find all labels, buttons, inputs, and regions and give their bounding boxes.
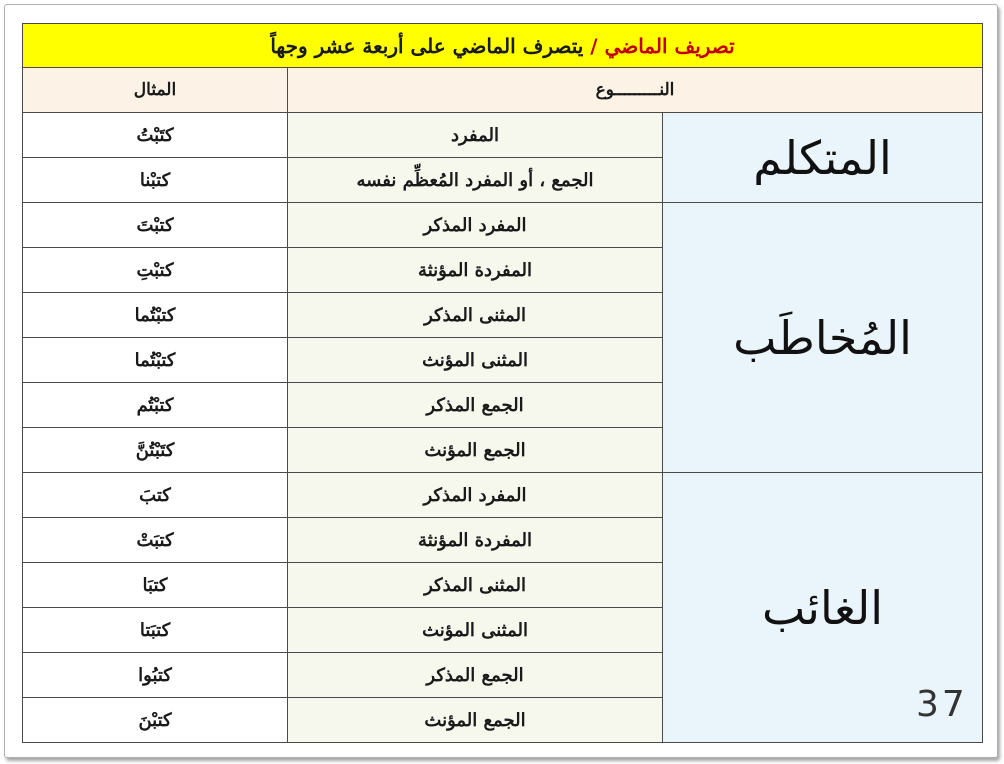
page-number: 37 (916, 684, 968, 725)
page-title (23, 24, 983, 68)
type-cell: المثنى المؤنث (288, 608, 663, 653)
example-cell: كتبْنا (23, 158, 288, 203)
example-cell: كتبْتَ (23, 203, 288, 248)
example-cell: كتبْتُما (23, 293, 288, 338)
example-cell: كتبَتْ (23, 518, 288, 563)
example-cell: كتبْتُما (23, 338, 288, 383)
type-cell: الجمع المذكر (288, 383, 663, 428)
type-cell: المفرد المذكر (288, 473, 663, 518)
example-cell: كتبْنَ (23, 698, 288, 743)
header-row (23, 68, 983, 113)
type-cell: المفردة المؤنثة (288, 518, 663, 563)
category-speaker: المتكلم (663, 113, 983, 203)
type-cell: المفرد (288, 113, 663, 158)
table-row (23, 473, 983, 518)
title-red-part: تصريف الماضي / (590, 33, 735, 58)
type-cell: الجمع ، أو المفرد المُعظِّم نفسه (288, 158, 663, 203)
example-cell: كتبُوا (23, 653, 288, 698)
type-cell: المفرد المذكر (288, 203, 663, 248)
title-black-part: يتصرف الماضي على أربعة عشر وجهاً (270, 33, 584, 58)
table-row (23, 113, 983, 158)
example-cell: كتَبْتُنَّ (23, 428, 288, 473)
type-cell: المفردة المؤنثة (288, 248, 663, 293)
category-addressee: المُخاطَب (663, 203, 983, 473)
title-row (23, 24, 983, 68)
example-cell: كتبْتِ (23, 248, 288, 293)
example-cell: كتبَا (23, 563, 288, 608)
type-cell: المثنى المؤنث (288, 338, 663, 383)
type-cell: المثنى المذكر (288, 293, 663, 338)
type-cell: الجمع المؤنث (288, 698, 663, 743)
type-cell: الجمع المؤنث (288, 428, 663, 473)
example-cell: كتبَ (23, 473, 288, 518)
header-example: المثال (23, 68, 288, 113)
header-type: النـــــــــوع (288, 68, 983, 113)
type-cell: المثنى المذكر (288, 563, 663, 608)
type-cell: الجمع المذكر (288, 653, 663, 698)
example-cell: كتبَتا (23, 608, 288, 653)
example-cell: كتَبْتُ (23, 113, 288, 158)
conjugation-table (22, 23, 983, 743)
category-absent: الغائب (663, 473, 983, 743)
table-row (23, 203, 983, 248)
example-cell: كتبْتُم (23, 383, 288, 428)
